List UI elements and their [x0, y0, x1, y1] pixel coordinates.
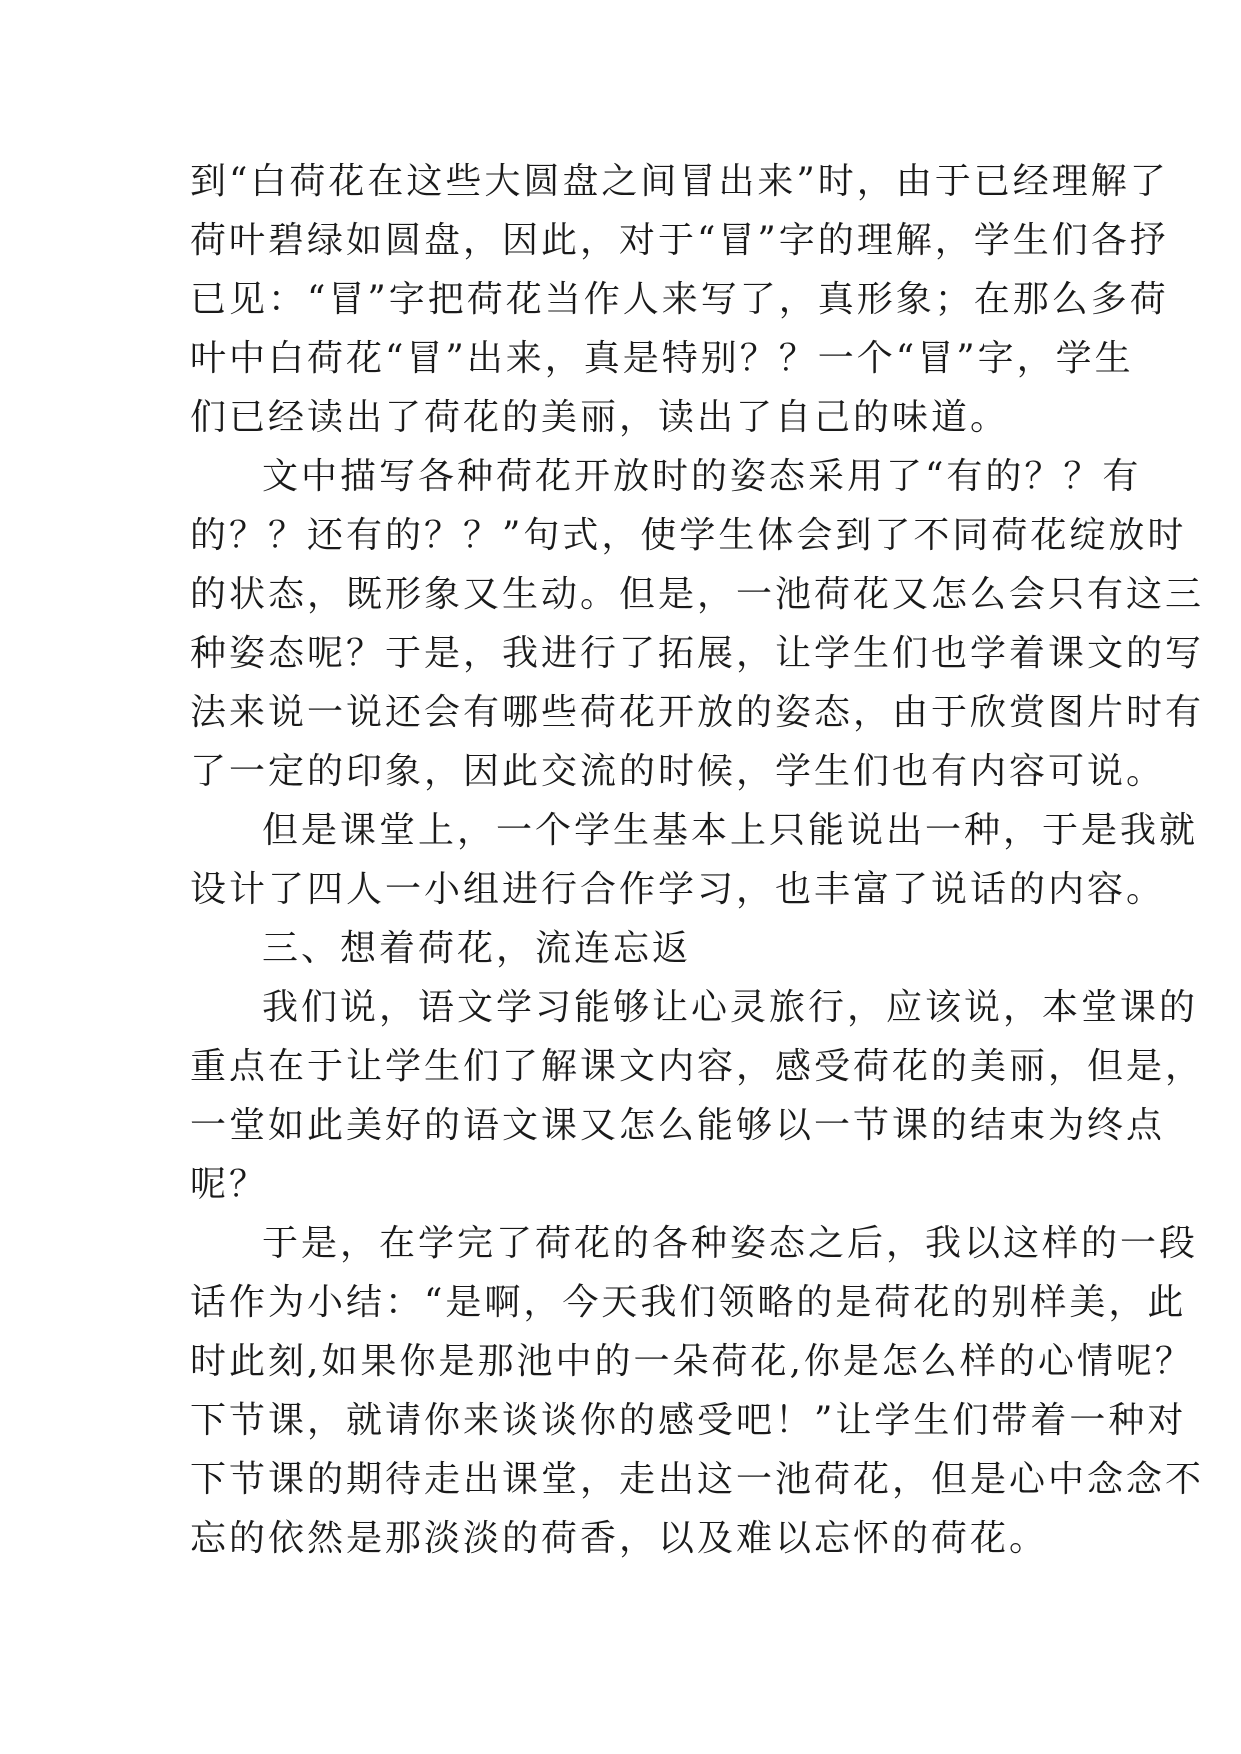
text-line: 我们说，语文学习能够让心灵旅行，应该说，本堂课的	[262, 987, 1199, 1028]
text-line: 呢？	[190, 1164, 269, 1205]
text-line: 的？？还有的？？”句式，使学生体会到了不同荷花绽放时	[190, 515, 1187, 556]
section-heading	[190, 919, 1066, 978]
text-line: 一堂如此美好的语文课又怎么能够以一节课的结束为终点	[190, 1105, 1166, 1146]
text-line: 设计了四人一小组进行合作学习，也丰富了说话的内容。	[190, 869, 1166, 910]
text-line: 下节课的期待走出课堂，走出这一池荷花，但是心中念念不	[190, 1459, 1205, 1500]
text-line: 种姿态呢？于是，我进行了拓展，让学生们也学着课文的写	[190, 633, 1205, 674]
paragraph-3	[190, 801, 1199, 919]
text-line: 叶中白荷花“冒”出来，真是特别？？一个“冒”字，学生	[190, 338, 1134, 379]
text-line: 时此刻,如果你是那池中的一朵荷花,你是怎么样的心情呢？	[190, 1341, 1194, 1382]
text-line: 到“白荷花在这些大圆盘之间冒出来”时，由于已经理解了	[190, 161, 1169, 202]
paragraph-2	[190, 447, 1205, 801]
text-line: 但是课堂上，一个学生基本上只能说出一种，于是我就	[262, 810, 1199, 851]
paragraph-5	[190, 978, 1205, 1214]
text-line: 话作为小结：“是啊，今天我们领略的是荷花的别样美，此	[190, 1282, 1187, 1323]
heading-line: 三、想着荷花，流连忘返	[262, 928, 692, 969]
text-line: 已见：“冒”字把荷花当作人来写了，真形象；在那么多荷	[190, 279, 1169, 320]
text-line: 了一定的印象，因此交流的时候，学生们也有内容可说。	[190, 751, 1166, 792]
text-line: 重点在于让学生们了解课文内容，感受荷花的美丽，但是，	[190, 1046, 1205, 1087]
text-line: 文中描写各种荷花开放时的姿态采用了“有的？？有	[262, 456, 1142, 497]
paragraph-1	[190, 152, 1169, 447]
text-line: 下节课，就请你来谈谈你的感受吧！”让学生们带着一种对	[190, 1400, 1187, 1441]
text-line: 法来说一说还会有哪些荷花开放的姿态，由于欣赏图片时有	[190, 692, 1205, 733]
text-line: 们已经读出了荷花的美丽，读出了自己的味道。	[190, 397, 1010, 438]
document-body	[190, 152, 1205, 1568]
text-line: 忘的依然是那淡淡的荷香，以及难以忘怀的荷花。	[190, 1518, 1049, 1559]
text-line: 的状态，既形象又生动。但是，一池荷花又怎么会只有这三	[190, 574, 1205, 615]
paragraph-6	[190, 1214, 1205, 1568]
text-line: 于是，在学完了荷花的各种姿态之后，我以这样的一段	[262, 1223, 1199, 1264]
text-line: 荷叶碧绿如圆盘，因此，对于“冒”字的理解，学生们各抒	[190, 220, 1169, 261]
